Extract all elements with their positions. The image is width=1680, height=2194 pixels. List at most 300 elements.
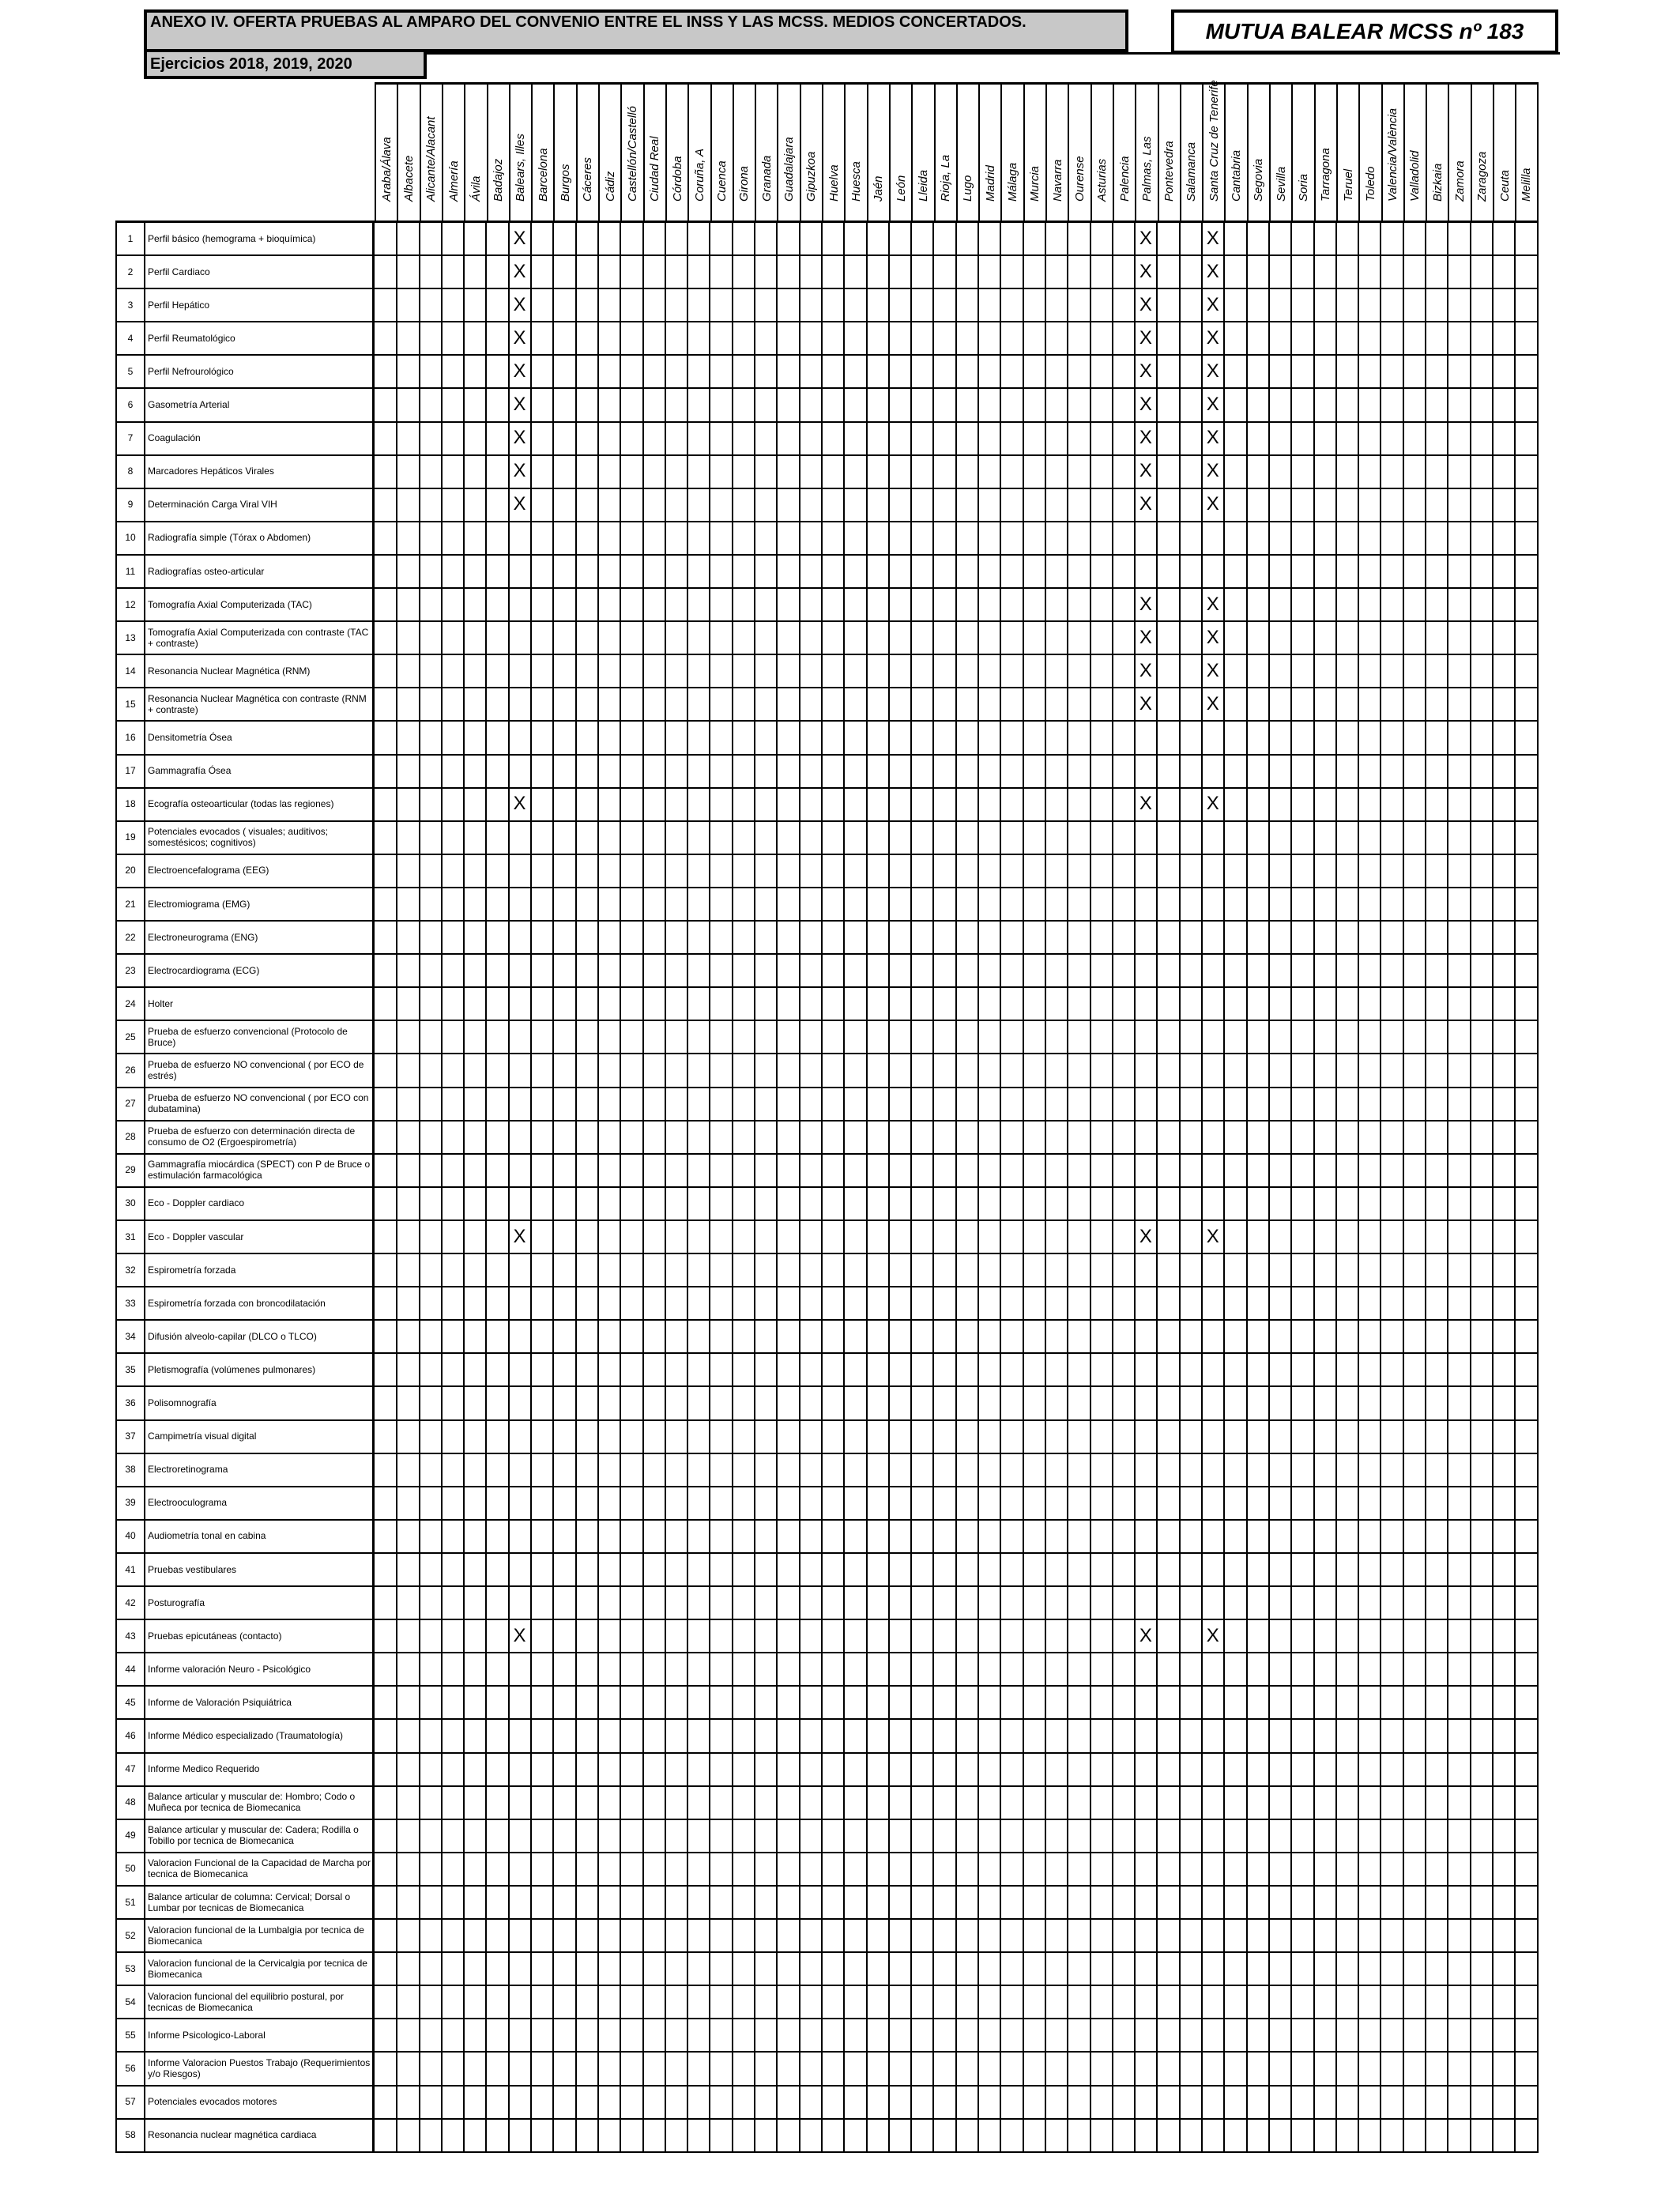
table-cell (1291, 1786, 1314, 1820)
table-cell (1336, 1054, 1359, 1088)
table-cell (553, 1487, 576, 1521)
table-cell (464, 1054, 487, 1088)
table-cell (956, 1420, 979, 1454)
table-cell (464, 422, 487, 456)
table-cell (889, 888, 912, 922)
table-cell (509, 1088, 532, 1122)
table-cell (420, 654, 443, 688)
table-cell (665, 222, 688, 256)
table-cell (1135, 1753, 1158, 1787)
table-cell (1358, 854, 1381, 888)
table-cell (487, 1121, 510, 1155)
table-cell (1493, 888, 1516, 922)
offer-mark: X (1135, 322, 1158, 356)
table-cell (1090, 2119, 1113, 2153)
table-cell (978, 488, 1001, 522)
table-cell (844, 1985, 867, 2019)
table-cell (1000, 1320, 1023, 1354)
table-cell (777, 2086, 800, 2120)
table-cell (1068, 1020, 1090, 1054)
table-cell (889, 2086, 912, 2120)
table-cell (1224, 788, 1247, 822)
offer-mark: X (1202, 222, 1225, 256)
table-cell (1158, 1353, 1181, 1387)
table-cell (375, 522, 397, 556)
table-cell (1224, 288, 1247, 322)
row-number: 25 (115, 1020, 144, 1054)
table-cell (531, 888, 554, 922)
table-cell (1000, 1619, 1023, 1653)
table-cell (1023, 1819, 1046, 1853)
table-cell (509, 1420, 532, 1454)
table-cell (687, 2019, 710, 2053)
table-cell (531, 1353, 554, 1387)
table-cell (822, 2019, 845, 2053)
table-cell (1000, 1720, 1023, 1754)
table-cell (956, 1819, 979, 1853)
table-cell (487, 488, 510, 522)
table-cell (1113, 522, 1136, 556)
province-header (487, 82, 510, 222)
table-cell (464, 821, 487, 855)
province-name: Zaragoza (1475, 151, 1490, 202)
table-cell (844, 422, 867, 456)
table-cell (1247, 987, 1270, 1021)
table-cell (1515, 522, 1538, 556)
table-cell (867, 422, 890, 456)
table-cell (978, 1320, 1001, 1354)
table-cell (1068, 921, 1090, 955)
table-cell (1336, 1253, 1359, 1287)
table-cell (1000, 1553, 1023, 1587)
table-cell (1381, 1686, 1404, 1720)
table-cell (1358, 2019, 1381, 2053)
table-cell (1113, 788, 1136, 822)
table-cell (1068, 1154, 1090, 1188)
table-cell (1269, 1753, 1292, 1787)
table-cell (1180, 2019, 1203, 2053)
table-cell (822, 1487, 845, 1521)
table-cell (1336, 788, 1359, 822)
table-cell (800, 1720, 823, 1754)
table-cell (598, 1253, 621, 1287)
table-cell (576, 788, 599, 822)
table-cell (1448, 1919, 1471, 1953)
table-cell (978, 688, 1001, 722)
table-cell (1493, 1121, 1516, 1155)
table-cell (822, 1020, 845, 1054)
table-cell (733, 288, 755, 322)
table-cell (509, 1287, 532, 1321)
table-cell (867, 222, 890, 256)
table-cell (375, 1586, 397, 1620)
table-cell (1023, 2053, 1046, 2087)
table-cell (889, 1121, 912, 1155)
offer-mark: X (1202, 322, 1225, 356)
table-cell (1269, 322, 1292, 356)
table-cell (375, 654, 397, 688)
table-cell (687, 1853, 710, 1887)
table-cell (1471, 821, 1494, 855)
table-cell (911, 1686, 934, 1720)
table-cell (1090, 1253, 1113, 1287)
row-number: 57 (115, 2086, 144, 2120)
table-cell (1068, 1886, 1090, 1920)
table-cell (553, 788, 576, 822)
table-cell (733, 1653, 755, 1687)
table-cell (1471, 288, 1494, 322)
table-cell (397, 688, 420, 722)
table-cell (576, 1020, 599, 1054)
table-cell (844, 1253, 867, 1287)
table-cell (710, 1653, 733, 1687)
table-cell (733, 1886, 755, 1920)
table-cell (1448, 255, 1471, 289)
table-cell (978, 788, 1001, 822)
table-cell (822, 1353, 845, 1387)
table-cell (420, 987, 443, 1021)
table-cell (1336, 1020, 1359, 1054)
table-cell (1158, 1520, 1181, 1554)
table-cell (733, 322, 755, 356)
table-cell (822, 788, 845, 822)
table-cell (375, 621, 397, 655)
table-cell (844, 1686, 867, 1720)
table-cell (1135, 1952, 1158, 1986)
table-cell (576, 688, 599, 722)
table-cell (1045, 921, 1068, 955)
table-cell (710, 1786, 733, 1820)
table-cell (442, 288, 465, 322)
table-cell (800, 1054, 823, 1088)
table-cell (934, 1553, 957, 1587)
table-cell (844, 1586, 867, 1620)
table-cell (1224, 1154, 1247, 1188)
table-cell (643, 1253, 666, 1287)
table-cell (1314, 1420, 1337, 1454)
table-cell (822, 1054, 845, 1088)
table-cell (1336, 522, 1359, 556)
table-cell (1358, 688, 1381, 722)
table-cell (1291, 1453, 1314, 1487)
table-cell (1247, 1187, 1270, 1221)
table-cell (1090, 1520, 1113, 1554)
table-cell (1158, 1786, 1181, 1820)
table-cell (509, 1985, 532, 2019)
table-cell (375, 1187, 397, 1221)
table-cell (687, 1121, 710, 1155)
table-cell (1358, 455, 1381, 489)
table-cell (1202, 2019, 1225, 2053)
table-cell (1045, 1121, 1068, 1155)
table-cell (934, 1420, 957, 1454)
table-cell (420, 1952, 443, 1986)
table-cell (553, 1020, 576, 1054)
table-cell (1291, 1387, 1314, 1421)
table-cell (1045, 1985, 1068, 2019)
table-cell (665, 1154, 688, 1188)
table-cell (1291, 1753, 1314, 1787)
table-cell (1269, 1253, 1292, 1287)
table-cell (867, 1020, 890, 1054)
table-cell (598, 588, 621, 622)
table-cell (1045, 488, 1068, 522)
table-cell (375, 854, 397, 888)
table-cell (1202, 1054, 1225, 1088)
table-cell (464, 1020, 487, 1054)
table-cell (1202, 1886, 1225, 1920)
table-cell (1000, 654, 1023, 688)
table-cell (934, 1853, 957, 1887)
table-cell (598, 1020, 621, 1054)
table-cell (576, 1320, 599, 1354)
table-cell (1180, 1853, 1203, 1887)
province-name: Valladolid (1408, 150, 1422, 202)
table-cell (1471, 1387, 1494, 1421)
table-cell (531, 1453, 554, 1487)
table-cell (911, 1720, 934, 1754)
table-cell (844, 1121, 867, 1155)
table-cell (531, 1653, 554, 1687)
table-cell (844, 888, 867, 922)
table-cell (1045, 1020, 1068, 1054)
table-cell (1180, 1487, 1203, 1521)
table-cell (1358, 654, 1381, 688)
table-cell (710, 2019, 733, 2053)
table-cell (1202, 2086, 1225, 2120)
table-cell (1448, 1020, 1471, 1054)
table-cell (800, 788, 823, 822)
table-cell (777, 1420, 800, 1454)
table-cell (1045, 755, 1068, 789)
table-cell (553, 1720, 576, 1754)
table-cell (934, 1686, 957, 1720)
table-cell (1224, 854, 1247, 888)
province-name: Burgos (559, 164, 573, 202)
offer-mark: X (509, 322, 532, 356)
table-cell (687, 355, 710, 389)
table-cell (777, 854, 800, 888)
test-label: Valoracion funcional de la Cervicalgia por tecnica de Biomecanica (144, 1952, 375, 1986)
table-cell (598, 1520, 621, 1554)
table-cell (1471, 1952, 1494, 1986)
table-cell (620, 488, 643, 522)
province-header (576, 82, 599, 222)
table-cell (1493, 654, 1516, 688)
table-cell (1045, 1353, 1068, 1387)
table-cell (755, 555, 778, 589)
table-cell (1090, 954, 1113, 988)
table-cell (710, 1919, 733, 1953)
table-cell (978, 1121, 1001, 1155)
table-cell (710, 1487, 733, 1521)
table-cell (553, 288, 576, 322)
table-cell (1180, 1220, 1203, 1254)
table-cell (397, 1088, 420, 1122)
table-cell (1135, 722, 1158, 756)
table-cell (1515, 422, 1538, 456)
row-number: 37 (115, 1420, 144, 1454)
table-cell (822, 1253, 845, 1287)
table-cell (420, 854, 443, 888)
table-cell (1403, 1653, 1426, 1687)
table-cell (710, 1220, 733, 1254)
table-cell (1314, 1253, 1337, 1287)
table-cell (1158, 1154, 1181, 1188)
table-cell (1068, 1853, 1090, 1887)
table-cell (934, 389, 957, 423)
table-cell (375, 788, 397, 822)
table-cell (442, 854, 465, 888)
table-cell (822, 1320, 845, 1354)
table-cell (1045, 1653, 1068, 1687)
table-cell (822, 2086, 845, 2120)
table-cell (755, 1253, 778, 1287)
table-cell (1515, 2053, 1538, 2087)
offer-mark: X (1135, 654, 1158, 688)
table-cell (1068, 888, 1090, 922)
table-cell (1045, 1520, 1068, 1554)
table-cell (1000, 1453, 1023, 1487)
table-cell (1403, 1353, 1426, 1387)
table-cell (397, 1453, 420, 1487)
table-cell (464, 1720, 487, 1754)
table-cell (911, 654, 934, 688)
table-cell (889, 954, 912, 988)
table-cell (978, 355, 1001, 389)
table-cell (620, 1686, 643, 1720)
table-cell (665, 1453, 688, 1487)
province-header (643, 82, 666, 222)
offer-mark: X (1135, 288, 1158, 322)
table-cell (397, 1753, 420, 1787)
table-cell (665, 1088, 688, 1122)
table-cell (1090, 888, 1113, 922)
table-cell (844, 522, 867, 556)
table-cell (687, 1985, 710, 2019)
table-cell (1045, 522, 1068, 556)
table-cell (934, 1121, 957, 1155)
table-cell (397, 1985, 420, 2019)
table-cell (1426, 1952, 1448, 1986)
table-cell (1403, 1220, 1426, 1254)
table-cell (620, 2086, 643, 2120)
table-cell (1045, 1187, 1068, 1221)
table-cell (1068, 954, 1090, 988)
table-cell (1291, 1187, 1314, 1221)
table-cell (620, 1088, 643, 1122)
table-cell (1113, 954, 1136, 988)
table-cell (1269, 788, 1292, 822)
table-cell (665, 1653, 688, 1687)
table-cell (1291, 1919, 1314, 1953)
table-cell (867, 722, 890, 756)
table-cell (956, 1453, 979, 1487)
table-cell (1224, 322, 1247, 356)
table-cell (934, 1487, 957, 1521)
table-cell (1180, 1187, 1203, 1221)
table-cell (733, 588, 755, 622)
table-cell (934, 788, 957, 822)
table-cell (509, 2053, 532, 2087)
table-cell (1426, 1054, 1448, 1088)
table-cell (1291, 555, 1314, 589)
table-cell (1224, 1686, 1247, 1720)
table-cell (643, 1054, 666, 1088)
table-cell (1493, 555, 1516, 589)
table-cell (687, 1520, 710, 1554)
table-cell (1403, 1886, 1426, 1920)
table-cell (1381, 688, 1404, 722)
table-cell (1493, 2053, 1516, 2087)
table-cell (1493, 222, 1516, 256)
offer-mark: X (1202, 288, 1225, 322)
table-cell (1180, 1387, 1203, 1421)
table-cell (620, 1952, 643, 1986)
table-cell (487, 1320, 510, 1354)
table-cell (1336, 1586, 1359, 1620)
table-cell (1023, 2119, 1046, 2153)
table-cell (1314, 755, 1337, 789)
table-cell (1448, 1619, 1471, 1653)
table-cell (442, 1154, 465, 1188)
table-cell (710, 1686, 733, 1720)
table-cell (1471, 1121, 1494, 1155)
table-cell (710, 1586, 733, 1620)
province-header (844, 82, 867, 222)
table-cell (978, 522, 1001, 556)
table-cell (867, 1187, 890, 1221)
table-cell (934, 522, 957, 556)
table-cell (442, 2119, 465, 2153)
table-cell (889, 288, 912, 322)
table-cell (710, 288, 733, 322)
table-cell (822, 1985, 845, 2019)
table-cell (822, 2053, 845, 2087)
row-number: 17 (115, 755, 144, 789)
table-cell (1336, 1220, 1359, 1254)
table-cell (1068, 255, 1090, 289)
table-cell (1448, 1187, 1471, 1221)
table-cell (822, 1952, 845, 1986)
table-cell (509, 688, 532, 722)
table-cell (755, 1420, 778, 1454)
table-cell (911, 2119, 934, 2153)
province-header (1158, 82, 1181, 222)
table-cell (1426, 1653, 1448, 1687)
table-cell (1202, 1686, 1225, 1720)
table-cell (1045, 788, 1068, 822)
table-cell (531, 1985, 554, 2019)
table-cell (553, 2119, 576, 2153)
table-cell (1493, 821, 1516, 855)
table-cell (509, 2086, 532, 2120)
table-cell (889, 522, 912, 556)
table-cell (733, 1353, 755, 1387)
table-cell (1247, 2119, 1270, 2153)
table-cell (420, 1088, 443, 1122)
table-cell (665, 1020, 688, 1054)
table-cell (1023, 755, 1046, 789)
table-cell (733, 654, 755, 688)
table-cell (553, 688, 576, 722)
table-cell (800, 1520, 823, 1554)
table-cell (1180, 1786, 1203, 1820)
table-cell (375, 1353, 397, 1387)
table-cell (1113, 2119, 1136, 2153)
table-cell (1023, 1952, 1046, 1986)
table-cell (1090, 1088, 1113, 1122)
